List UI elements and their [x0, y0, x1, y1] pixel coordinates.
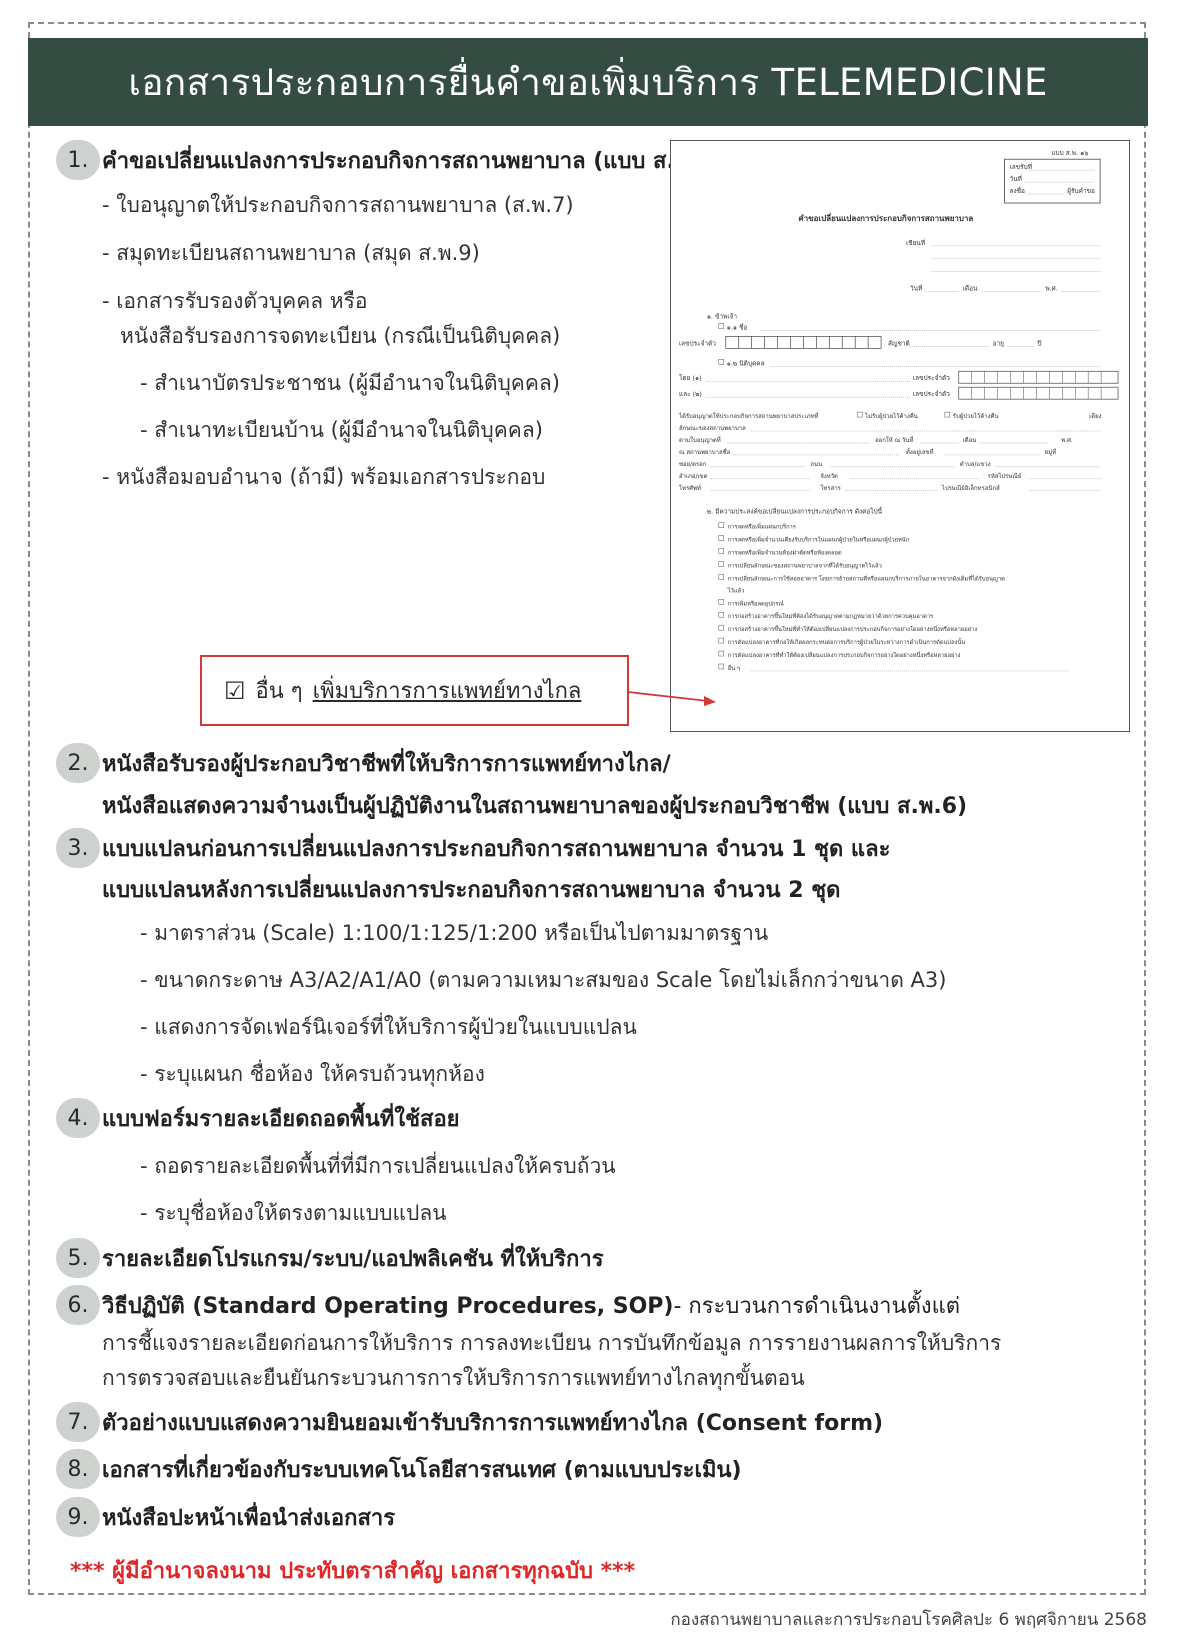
form-receipt-date: วันที่ — [1009, 175, 1022, 184]
form-province: จังหวัด — [820, 472, 838, 480]
form-option: การก่อสร้างอาคารขึ้นใหม่ที่ทำให้ต้องเปลี่ยนแปลงการประกอบกิจการอย่างใดอย่างหนึ่งหรือหลายอย่าง — [727, 627, 978, 634]
form-code: แบบ ส.พ. ๑๖ — [1051, 149, 1089, 158]
form-title: คำขอเปลี่ยนแปลงการประกอบกิจการสถานพยาบาล — [798, 213, 974, 223]
form-phone: โทรศัพท์ — [678, 484, 701, 492]
form-nationality: สัญชาติ — [888, 339, 910, 348]
form-road: ถนน — [810, 460, 823, 468]
form-located: ตั้งอยู่เลขที่ — [905, 448, 934, 456]
item-number-badge: 6. — [56, 1285, 100, 1325]
sub-item: - ระบุชื่อห้องให้ตรงตามแบบแปลน — [140, 1201, 447, 1225]
form-by-2: และ (๒) — [678, 390, 702, 399]
form-be: พ.ศ. — [1061, 436, 1073, 444]
form-option: การเปลี่ยนลักษณะการใช้สอยอาคาร โดยการย้ายสถานที่หรือแผนกบริการภายในอาคารจากผังเดิมที่ได้รับอนุญาต — [727, 576, 1005, 583]
form-license-no: ตามใบอนุญาตที่ — [678, 436, 721, 444]
callout-arrow — [628, 680, 718, 710]
sub-item: - ใบอนุญาตให้ประกอบกิจการสถานพยาบาล (ส.พ.7) — [102, 193, 574, 217]
footer-credit: กองสถานพยาบาลและการประกอบโรคศิลปะ 6 พฤศจิกายน 2568 — [670, 1610, 1147, 1630]
form-option-other: อื่น ๆ — [727, 665, 741, 672]
form-option: การลดหรือเพิ่มจำนวนเตียงรับบริการในแผนกผู้ป่วยในหรือแผนกผู้ป่วยหนัก — [727, 537, 910, 544]
item-text: หนังสือรับรองผู้ประกอบวิชาชีพที่ให้บริการการแพทย์ทางไกล/ — [102, 751, 671, 777]
item-text: คำขอเปลี่ยนแปลงการประกอบกิจการสถานพยาบาล (แบบ ส.พ.16) — [102, 148, 739, 174]
signature-warning: *** ผู้มีอำนาจลงนาม ประทับตราสำคัญ เอกสารทุกฉบับ *** — [70, 1559, 636, 1584]
form-age: อายุ — [992, 339, 1004, 348]
form-district: อำเภอ/เขต — [678, 472, 708, 480]
other-option-callout — [200, 655, 629, 726]
form-beds: เตียง — [1089, 413, 1102, 421]
form-receipt-no: เลขรับที่ — [1009, 163, 1032, 172]
list-item-2 — [56, 743, 671, 783]
item-number-badge: 7. — [56, 1402, 100, 1442]
sub-item: - เอกสารรับรองตัวบุคคล หรือ — [102, 289, 368, 313]
form-section-1: ๑. ข้าพเจ้า — [706, 312, 738, 321]
sub-item: - สมุดทะเบียนสถานพยาบาล (สมุด ส.พ.9) — [102, 241, 480, 265]
form-receipt-sign: ลงชื่อ — [1009, 187, 1025, 196]
form-moo: หมู่ที่ — [1044, 448, 1057, 456]
sub-item: - สำเนาบัตรประชาชน (ผู้มีอำนาจในนิติบุคคล) — [140, 371, 560, 395]
list-item-9 — [56, 1497, 395, 1537]
item-number-badge: 3. — [56, 828, 100, 868]
item-text: แบบฟอร์มรายละเอียดถอดพื้นที่ใช้สอย — [102, 1106, 460, 1132]
form-type: ลักษณะของสถานพยาบาล — [678, 425, 746, 433]
sub-item: - ถอดรายละเอียดพื้นที่ที่มีการเปลี่ยนแปลงให้ครบถ้วน — [140, 1154, 616, 1178]
form-fax: โทรสาร — [820, 484, 841, 492]
list-item-7 — [56, 1402, 883, 1442]
form-subdistrict: ตำบล/แขวง — [959, 460, 991, 468]
form-soi: ซอย/ตรอก — [678, 460, 707, 468]
sub-item: - มาตราส่วน (Scale) 1:100/1:125/1:200 หรือเป็นไปตามมาตรฐาน — [140, 921, 769, 945]
item-text-continued: การตรวจสอบและยืนยันกระบวนการการให้บริการการแพทย์ทางไกลทุกขั้นตอน — [102, 1366, 805, 1390]
form-option: การลดหรือเพิ่มแผนกบริการ — [727, 524, 796, 531]
form-option: การก่อสร้างอาคารขึ้นใหม่ที่ต้องได้รับอนุญาตตามกฎหมายว่าด้วยการควบคุมอาคาร — [727, 614, 934, 621]
list-item-5 — [56, 1238, 604, 1278]
list-item-8 — [56, 1449, 742, 1489]
form-option: การเพิ่มหรือลดอุปกรณ์ — [727, 601, 784, 608]
item-text-continued: การชี้แจงรายละเอียดก่อนการให้บริการ การลงทะเบียน การบันทึกข้อมูล การรายงานผลการให้บริการ — [102, 1331, 1002, 1355]
form-date-year: พ.ศ. — [1045, 284, 1058, 293]
form-s1-1: ๑.๑ ชื่อ — [726, 323, 748, 332]
form-date-month: เดือน — [962, 284, 978, 293]
page-title: เอกสารประกอบการยื่นคำขอเพิ่มบริการ TELEMEDICINE — [28, 38, 1148, 126]
sub-item: - หนังสือมอบอำนาจ (ถ้ามี) พร้อมเอกสารประกอบ — [102, 465, 546, 489]
form-hospital-name: ณ สถานพยาบาลชื่อ — [678, 448, 731, 456]
sub-item: - สำเนาทะเบียนบ้าน (ผู้มีอำนาจในนิติบุคคล) — [140, 418, 543, 442]
form-option: การเปลี่ยนลักษณะของสถานพยาบาลจากที่ได้รับอนุญาตไว้แล้ว — [727, 563, 882, 570]
checked-box-icon: ☑ — [224, 676, 246, 705]
item-text-rest: - กระบวนการดำเนินงานตั้งแต่ — [673, 1293, 961, 1319]
sub-item: - แสดงการจัดเฟอร์นิเจอร์ที่ให้บริการผู้ป่วยในแบบแปลน — [140, 1015, 637, 1039]
item-text: วิธีปฏิบัติ (Standard Operating Procedures, SOP) — [102, 1293, 674, 1319]
sub-item: - ขนาดกระดาษ A3/A2/A1/A0 (ตามความเหมาะสมของ Scale โดยไม่เล็กกว่าขนาด A3) — [140, 968, 947, 992]
form-by-1-id: เลขประจำตัว — [912, 374, 950, 383]
item-text-continued: หนังสือแสดงความจำนงเป็นผู้ปฏิบัติงานในสถานพยาบาลของผู้ประกอบวิชาชีพ (แบบ ส.พ.6) — [102, 794, 968, 819]
item-text: ตัวอย่างแบบแสดงความยินยอมเข้ารับบริการการแพทย์ทางไกล (Consent form) — [102, 1410, 884, 1436]
form-written-at: เขียนที่ — [905, 238, 926, 247]
item-text-continued: แบบแปลนหลังการเปลี่ยนแปลงการประกอบกิจการสถานพยาบาล จำนวน 2 ชุด — [102, 878, 841, 903]
form-license-line: ได้รับอนุญาตให้ประกอบกิจการสถานพยาบาลประเภทที่ — [678, 413, 819, 421]
item-text: หนังสือปะหน้าเพื่อนำส่งเอกสาร — [102, 1505, 396, 1531]
item-number-badge: 1. — [56, 140, 100, 180]
form-sp16-preview — [670, 140, 1130, 732]
form-overnight: รับผู้ป่วยไว้ค้างคืน — [952, 413, 999, 421]
item-number-badge: 4. — [56, 1098, 100, 1138]
form-no-overnight: ไม่รับผู้ป่วยไว้ค้างคืน — [865, 413, 918, 421]
form-year: ปี — [1037, 339, 1042, 348]
callout-value: เพิ่มบริการการแพทย์ทางไกล — [312, 679, 582, 704]
callout-label: อื่น ๆ — [255, 679, 303, 704]
form-option: ไว้แล้ว — [727, 588, 745, 595]
item-text: รายละเอียดโปรแกรม/ระบบ/แอปพลิเคชัน ที่ให้บริการ — [102, 1246, 604, 1272]
item-text: แบบแปลนก่อนการเปลี่ยนแปลงการประกอบกิจการสถานพยาบาล จำนวน 1 ชุด และ — [102, 836, 891, 862]
list-item-3 — [56, 828, 890, 868]
form-date-day: วันที่ — [909, 284, 923, 293]
form-section-2: ๒. มีความประสงค์ขอเปลี่ยนแปลงการประกอบกิจการ ดังต่อไปนี้ — [706, 507, 883, 516]
item-number-badge: 5. — [56, 1238, 100, 1278]
list-item-1 — [56, 140, 738, 180]
list-item-4 — [56, 1098, 460, 1138]
form-id-label: เลขประจำตัว — [678, 339, 716, 348]
list-item-6 — [56, 1285, 960, 1325]
form-option: การลดหรือเพิ่มจำนวนห้องผ่าตัดหรือห้องคลอด — [727, 550, 842, 557]
form-by-1: โดย (๑) — [678, 374, 702, 383]
form-postcode: รหัสไปรษณีย์ — [987, 472, 1022, 480]
item-text: เอกสารที่เกี่ยวข้องกับระบบเทคโนโลยีสารสนเทศ (ตามแบบประเมิน) — [102, 1457, 742, 1483]
form-month: เดือน — [962, 436, 977, 444]
form-receipt-officer: ผู้รับคำขอ — [1067, 187, 1095, 196]
form-option: การดัดแปลงอาคารที่ทำให้ต้องเปลี่ยนแปลงการประกอบกิจการอย่างใดอย่างหนึ่งหรือหลายอย่าง — [727, 653, 961, 660]
form-by-2-id: เลขประจำตัว — [912, 390, 950, 399]
form-email: ไปรษณีย์อิเล็กทรอนิกส์ — [941, 484, 1000, 492]
item-number-badge: 8. — [56, 1449, 100, 1489]
item-number-badge: 2. — [56, 743, 100, 783]
item-number-badge: 9. — [56, 1497, 100, 1537]
sub-item: - ระบุแผนก ชื่อห้อง ให้ครบถ้วนทุกห้อง — [140, 1062, 485, 1086]
sub-item: หนังสือรับรองการจดทะเบียน (กรณีเป็นนิติบุคคล) — [120, 324, 561, 348]
form-issued: ออกให้ ณ วันที่ — [875, 436, 914, 444]
form-s1-2: ๑.๒ นิติบุคคล — [726, 359, 765, 368]
form-option: การดัดแปลงอาคารที่ก่อให้เกิดผลกระทบต่อการบริการผู้ป่วยในระหว่างการดำเนินการดัดแปลงนั้น — [727, 640, 966, 647]
